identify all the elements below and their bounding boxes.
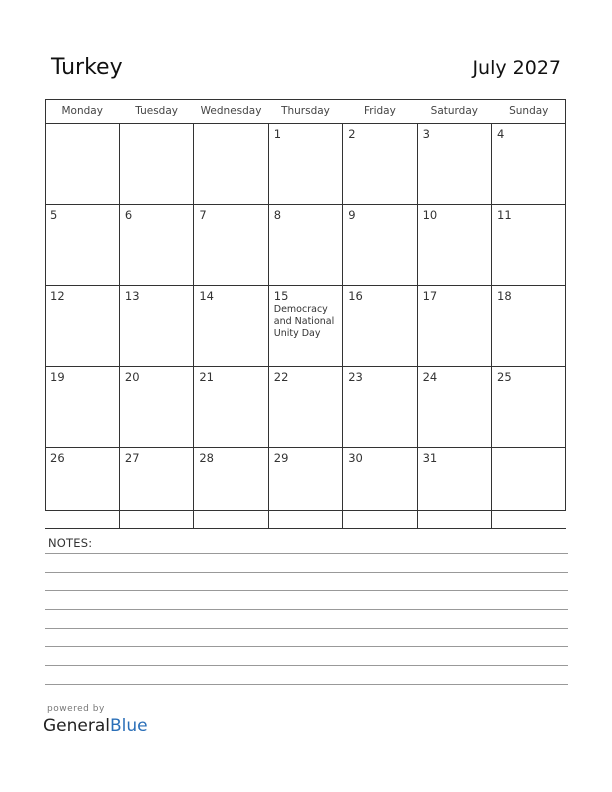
day-cell[interactable] [119, 286, 193, 367]
day-number: 28 [199, 451, 214, 465]
note-line [45, 665, 568, 666]
day-number: 27 [124, 451, 140, 465]
week-row [45, 124, 566, 205]
day-cell[interactable] [268, 448, 342, 529]
day-cell[interactable] [492, 124, 566, 205]
day-number: 31 [422, 451, 438, 465]
day-number: 29 [273, 451, 289, 465]
day-number: 12 [50, 289, 65, 303]
weekday-header-row [45, 99, 566, 124]
weekday-wednesday: Wednesday [194, 99, 268, 124]
day-cell[interactable] [268, 367, 342, 448]
day-number: 14 [199, 289, 214, 303]
brand-general: General [43, 716, 110, 736]
country-title: Turkey [51, 55, 123, 80]
week-row [45, 205, 566, 286]
brand-blue: Blue [110, 716, 148, 736]
day-cell[interactable] [417, 205, 491, 286]
weekday-sunday: Sunday [492, 99, 566, 124]
day-cell[interactable] [268, 286, 342, 367]
day-number: 13 [124, 289, 140, 303]
day-cell[interactable] [417, 124, 491, 205]
day-number: 26 [50, 451, 65, 465]
day-cell[interactable] [45, 367, 119, 448]
day-cell[interactable] [268, 205, 342, 286]
calendar-grid [45, 99, 566, 529]
day-cell[interactable] [194, 286, 268, 367]
day-number: 10 [422, 208, 438, 222]
day-number: 11 [497, 208, 512, 222]
day-number: 7 [199, 208, 207, 222]
day-number: 19 [50, 370, 65, 384]
weekday-tuesday: Tuesday [119, 99, 193, 124]
powered-by-text: powered by [47, 704, 105, 714]
day-number: 16 [348, 289, 363, 303]
day-cell[interactable] [194, 124, 268, 205]
day-number: 6 [124, 208, 133, 222]
day-number: 17 [422, 289, 438, 303]
generalblue-logo[interactable] [43, 716, 148, 736]
week-row [45, 367, 566, 448]
day-cell[interactable] [45, 448, 119, 529]
day-cell[interactable] [492, 367, 566, 448]
calendar-body [45, 124, 566, 529]
day-cell[interactable] [45, 286, 119, 367]
note-line [45, 684, 568, 685]
week-row [45, 448, 566, 529]
note-line [45, 646, 568, 647]
day-cell[interactable] [194, 205, 268, 286]
weekday-thursday: Thursday [268, 99, 342, 124]
day-cell[interactable] [492, 448, 566, 529]
day-number: 8 [273, 208, 282, 222]
weekday-friday: Friday [343, 99, 417, 124]
day-cell[interactable] [492, 286, 566, 367]
week-row [45, 286, 566, 367]
day-number: 21 [199, 370, 214, 384]
day-cell[interactable] [45, 124, 119, 205]
day-cell[interactable] [119, 448, 193, 529]
note-line [45, 553, 568, 554]
note-line [45, 628, 568, 629]
day-cell[interactable] [343, 448, 417, 529]
month-title: July 2027 [472, 57, 561, 79]
day-cell[interactable] [268, 124, 342, 205]
day-number: 2 [348, 127, 356, 141]
weekday-saturday: Saturday [417, 99, 491, 124]
day-number: 3 [422, 127, 430, 141]
day-cell[interactable] [194, 448, 268, 529]
note-line [45, 590, 568, 591]
day-cell[interactable] [343, 286, 417, 367]
day-cell[interactable] [45, 205, 119, 286]
day-number: 5 [50, 208, 58, 222]
day-number: 24 [422, 370, 438, 384]
note-line [45, 572, 568, 573]
day-number: 30 [348, 451, 363, 465]
day-cell[interactable] [194, 367, 268, 448]
day-cell[interactable] [343, 367, 417, 448]
day-cell[interactable] [119, 124, 193, 205]
day-cell[interactable] [417, 367, 491, 448]
day-number: 1 [273, 127, 282, 141]
day-cell[interactable] [119, 205, 193, 286]
day-cell[interactable] [343, 124, 417, 205]
day-number: 18 [497, 289, 512, 303]
day-number: 15 [273, 289, 289, 303]
weekday-monday: Monday [45, 99, 119, 124]
day-number: 9 [348, 208, 356, 222]
day-number: 22 [273, 370, 289, 384]
holiday-label: Democracy and National Unity Day [273, 304, 335, 339]
note-line [45, 609, 568, 610]
day-cell[interactable] [119, 367, 193, 448]
day-number: 25 [497, 370, 512, 384]
day-number: 23 [348, 370, 363, 384]
day-cell[interactable] [492, 205, 566, 286]
day-cell[interactable] [417, 286, 491, 367]
day-number: 4 [497, 127, 505, 141]
notes-label: NOTES: [48, 536, 93, 550]
day-number: 20 [124, 370, 140, 384]
day-cell[interactable] [417, 448, 491, 529]
day-cell[interactable] [343, 205, 417, 286]
